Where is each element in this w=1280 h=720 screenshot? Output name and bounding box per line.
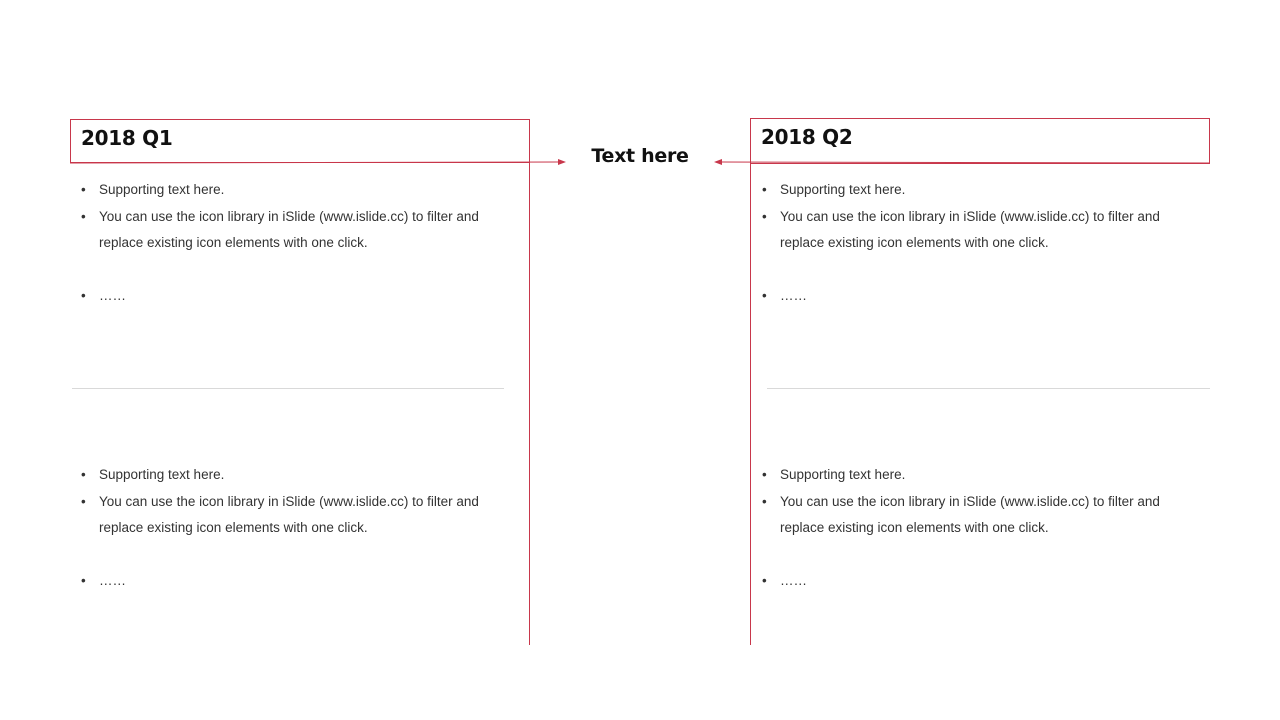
- list-item: • ……: [81, 283, 501, 310]
- q2-header-box: [750, 118, 1210, 164]
- q1-lower-bullets: [81, 462, 501, 594]
- list-item: • ……: [81, 568, 501, 595]
- q2-lower-bullets: [762, 462, 1182, 594]
- q1-divider: [72, 388, 504, 389]
- list-item: • You can use the icon library in iSlide (www.islide.cc) to filter and replace existing icon elements with one click.: [762, 204, 1182, 257]
- list-item: • Supporting text here.: [81, 462, 501, 489]
- q1-upper-bullets: [81, 177, 501, 309]
- list-item: • ……: [762, 283, 1182, 310]
- q2-title: 2018 Q2: [761, 125, 853, 149]
- list-item: • ……: [762, 568, 1182, 595]
- list-item: • Supporting text here.: [762, 177, 1182, 204]
- list-item: • Supporting text here.: [81, 177, 501, 204]
- q1-vertical-line: [529, 163, 530, 645]
- list-item: • You can use the icon library in iSlide (www.islide.cc) to filter and replace existing icon elements with one click.: [81, 204, 501, 257]
- q1-header-box: [70, 119, 530, 163]
- q2-vertical-line: [750, 163, 751, 645]
- list-item: • You can use the icon library in iSlide (www.islide.cc) to filter and replace existing icon elements with one click.: [81, 489, 501, 542]
- list-item: • You can use the icon library in iSlide (www.islide.cc) to filter and replace existing icon elements with one click.: [762, 489, 1182, 542]
- q2-upper-bullets: [762, 177, 1182, 309]
- list-item: • Supporting text here.: [762, 462, 1182, 489]
- q1-title: 2018 Q1: [81, 126, 173, 150]
- center-title: Text here: [591, 145, 689, 167]
- left-arrow-head: [558, 159, 566, 165]
- q2-divider: [767, 388, 1210, 389]
- right-arrow-head: [714, 159, 722, 165]
